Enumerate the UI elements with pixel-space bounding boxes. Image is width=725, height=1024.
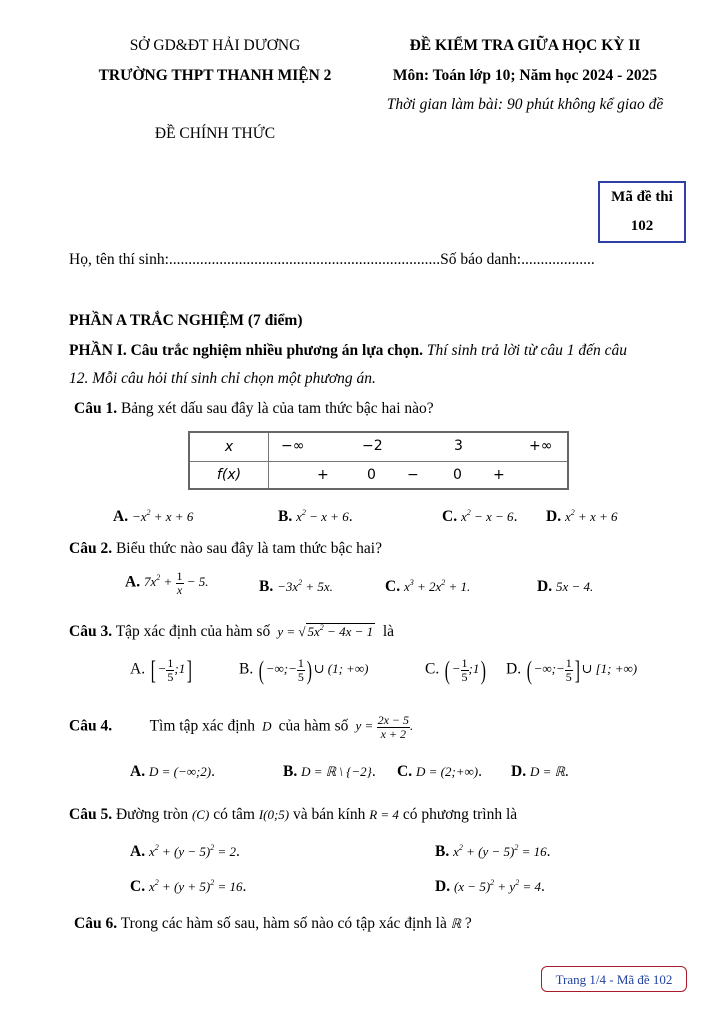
q1-option-b[interactable]: B. $x^2 - x + 6$.: [278, 508, 353, 525]
option-letter: A.: [125, 573, 141, 591]
option-letter: C.: [425, 660, 440, 678]
x-value: −∞: [281, 438, 305, 454]
sign-table-x-label: x: [189, 432, 269, 461]
option-letter: B.: [283, 763, 298, 780]
option-letter: D.: [537, 578, 553, 595]
option-letter: A.: [130, 763, 146, 780]
sign-value: +: [317, 466, 329, 483]
school-name: TRƯỜNG THPT THANH MIỆN 2: [98, 67, 332, 84]
q4-text-mid: của hàm số: [278, 717, 349, 735]
part1-instruction: Thí sinh trả lời từ câu 1 đến câu: [426, 342, 628, 359]
official-label: ĐỀ CHÍNH THỨC: [154, 125, 276, 142]
q1-option-a[interactable]: A. $-x^2 + x + 6$: [113, 508, 194, 525]
q2-option-d[interactable]: D. 5x − 4.: [537, 578, 594, 595]
q5-option-c[interactable]: C. $x^2 + (y + 5)^2 = 16$.: [130, 878, 247, 895]
sign-table: [188, 431, 569, 490]
x-value: 3: [454, 438, 463, 454]
exam-code-box: [598, 181, 686, 243]
q6-text-end: ?: [464, 915, 472, 932]
exam-code-label: Mã đề thi: [611, 189, 673, 205]
q2-option-c[interactable]: C. $x^3 + 2x^2 + 1$.: [385, 578, 471, 595]
option-letter: B.: [278, 508, 293, 525]
q2-option-a[interactable]: A. $7x^2$ + $\frac{1}{x}$ − 5.: [125, 569, 209, 597]
x-value: +∞: [529, 438, 553, 454]
q4-option-b[interactable]: B. D = ℝ \ {−2}.: [283, 763, 376, 780]
q5-option-d[interactable]: D. $(x - 5)^2 + y^2 = 4$.: [435, 878, 545, 895]
q5-text-c: và bán kính: [293, 806, 366, 823]
q5-option-a[interactable]: A. $x^2 + (y - 5)^2 = 2$.: [130, 843, 240, 860]
q4-label: Câu 4.: [69, 717, 113, 735]
exam-title: ĐỀ KIỂM TRA GIỮA HỌC KỲ II: [409, 37, 641, 54]
sign-value: 0: [367, 466, 376, 483]
option-letter: C.: [385, 578, 401, 595]
option-letter: D.: [546, 508, 562, 525]
exam-subject: Môn: Toán lớp 10; Năm học 2024 - 2025: [392, 67, 658, 84]
q5-option-b[interactable]: B. $x^2 + (y - 5)^2 = 16$.: [435, 843, 551, 860]
q3-option-a[interactable]: A. [ − $\frac{1}{5}$ ;1]: [130, 655, 193, 685]
q3-option-c[interactable]: C. ( − $\frac{1}{5}$ ;1): [425, 655, 487, 685]
sign-table-fx-label: f(x): [189, 461, 269, 489]
option-letter: D.: [435, 878, 451, 895]
q1-option-d[interactable]: D. $x^2 + x + 6$: [546, 508, 618, 525]
option-letter: B.: [239, 660, 254, 678]
option-letter: C.: [442, 508, 458, 525]
option-letter: D.: [506, 660, 522, 678]
q3-line: Câu 3. Tập xác định của hàm số y = √ $5x^2 - 4x - 1$ là: [69, 623, 395, 640]
option-letter: C.: [130, 878, 146, 895]
dept-name: SỞ GD&ĐT HẢI DƯƠNG: [129, 37, 301, 54]
q4-line: Câu 4. Tìm tập xác định D của hàm số y = $\frac{2x - 5}{x + 2}$ .: [69, 713, 414, 741]
q5-text-d: có phương trình là: [402, 806, 518, 823]
q3-text: Tập xác định của hàm số: [115, 623, 271, 640]
q1-line: [74, 400, 434, 418]
option-letter: C.: [397, 763, 413, 780]
exam-code-value: 102: [630, 218, 654, 234]
student-info-line: Họ, tên thí sinh:......................................................................Số báo danh:...................: [69, 251, 595, 268]
sign-value: +: [493, 466, 505, 483]
q5-line: Câu 5. Đường tròn (C) có tâm I(0;5) và bán kính R = 4 có phương trình là: [69, 806, 518, 823]
q5-label: Câu 5.: [69, 806, 113, 823]
q1-label: Câu 1.: [74, 400, 118, 417]
sign-table-x-values: [269, 432, 569, 461]
q2-line: [69, 540, 382, 558]
q2-option-b[interactable]: B. $-3x^2 + 5x$.: [259, 578, 333, 595]
x-value: −2: [362, 438, 383, 454]
q6-label: Câu 6.: [74, 915, 118, 932]
q1-option-c[interactable]: C. $x^2 - x - 6$.: [442, 508, 518, 525]
q2-text: Biểu thức nào sau đây là tam thức bậc hai?: [115, 540, 382, 557]
sign-value: 0: [453, 466, 462, 483]
q5-text-b: có tâm: [213, 806, 255, 823]
exam-time: Thời gian làm bài: 90 phút không kể giao đề: [386, 96, 664, 113]
q6-line: Câu 6. Trong các hàm số sau, hàm số nào có tập xác định là ℝ ?: [74, 915, 472, 932]
q4-text: Tìm tập xác định: [149, 717, 256, 735]
option-letter: B.: [435, 843, 450, 860]
option-letter: B.: [259, 578, 274, 595]
q6-text: Trong các hàm số sau, hàm số nào có tập xác định là: [120, 915, 447, 932]
q3-label: Câu 3.: [69, 623, 113, 640]
q5-text-a: Đường tròn: [115, 806, 189, 823]
q2-label: Câu 2.: [69, 540, 113, 557]
part1-heading: [69, 342, 627, 360]
sign-value: −: [407, 466, 419, 483]
option-letter: A.: [113, 508, 129, 525]
part1-title: PHẦN I. Câu trắc nghiệm nhiều phương án lựa chọn.: [69, 342, 424, 359]
q3-option-d[interactable]: D. ( −∞;− $\frac{1}{5}$ ] ∪ [1; +∞): [506, 655, 638, 685]
option-letter: D.: [511, 763, 527, 780]
q4-option-a[interactable]: A. D = (−∞;2).: [130, 763, 216, 780]
q3-option-b[interactable]: B. ( −∞;− $\frac{1}{5}$ ) ∪ (1; +∞): [239, 655, 369, 685]
q4-option-d[interactable]: D. D = ℝ.: [511, 763, 569, 780]
sign-table-signs: [269, 461, 569, 489]
q4-option-c[interactable]: C. D = (2;+∞).: [397, 763, 483, 780]
option-letter: A.: [130, 660, 146, 678]
page-footer: Trang 1/4 - Mã đề 102: [541, 966, 687, 992]
option-letter: A.: [130, 843, 146, 860]
q1-text: Bảng xét dấu sau đây là của tam thức bậc hai nào?: [120, 400, 434, 417]
part1-instruction-cont: 12. Mỗi câu hỏi thí sinh chỉ chọn một phương án.: [69, 370, 376, 387]
q3-text-end: là: [382, 623, 395, 640]
part-a-title: PHẦN A TRẮC NGHIỆM (7 điểm): [69, 312, 303, 329]
